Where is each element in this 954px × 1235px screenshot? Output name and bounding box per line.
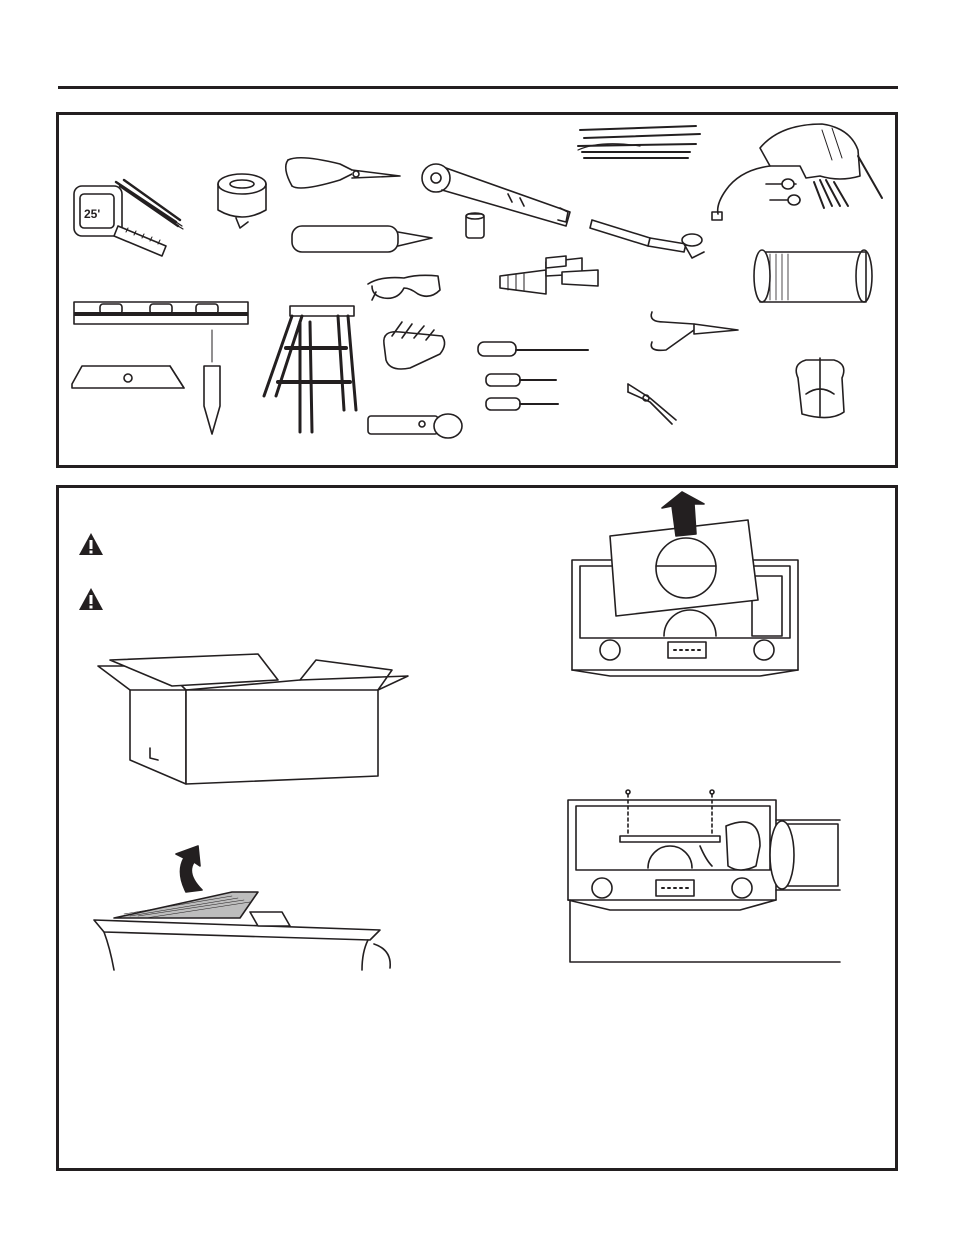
remove-filter-figure [94, 846, 390, 970]
remove-damper-figure [572, 492, 798, 676]
carton-box-figure [98, 654, 408, 784]
svg-text:25': 25' [84, 207, 101, 221]
hood-interior-figure [568, 790, 840, 962]
